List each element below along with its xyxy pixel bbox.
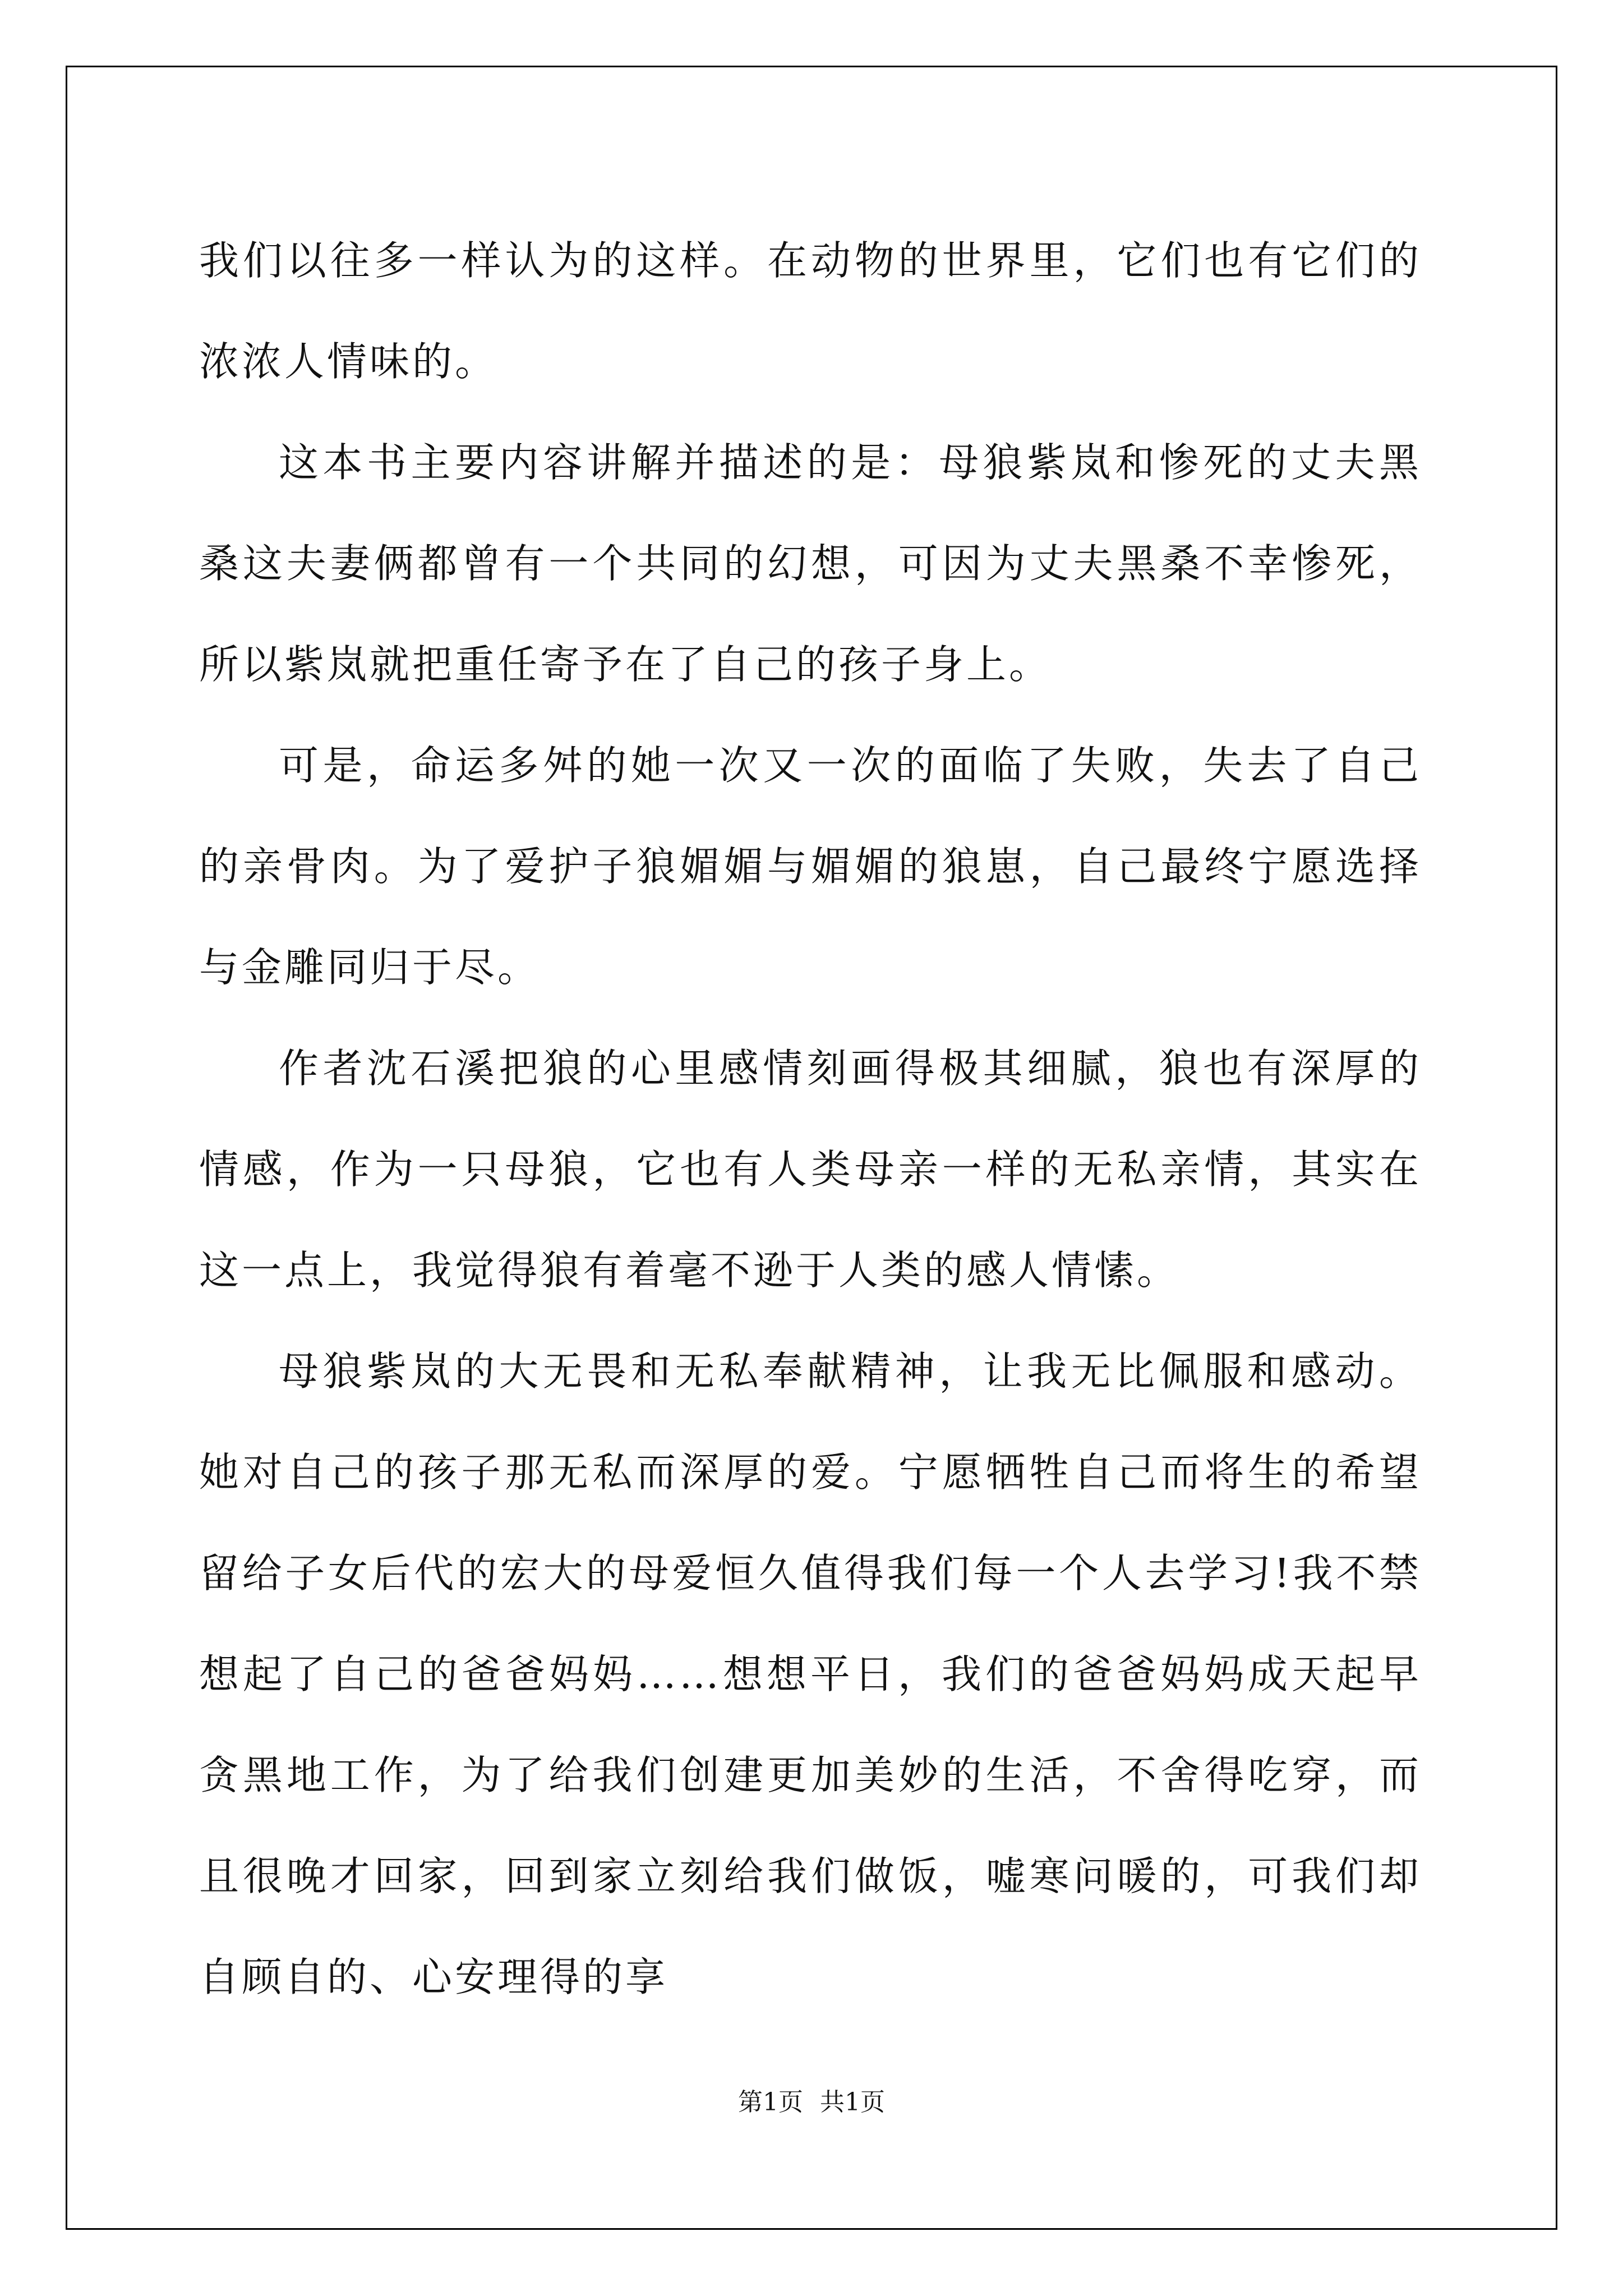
document-body — [199, 210, 1422, 2028]
page-footer — [0, 2082, 1623, 2118]
paragraph-3: 可是，命运多舛的她一次又一次的面临了失败，失去了自己的亲骨肉。为了爱护子狼媚媚与媚媚的狼崽，自己最终宁愿选择与金雕同归于尽。 — [199, 742, 1422, 991]
page-number-total: 共1页 — [820, 2088, 885, 2116]
paragraph-4: 作者沈石溪把狼的心里感情刻画得极其细腻，狼也有深厚的情感，作为一只母狼，它也有人类母亲一样的无私亲情，其实在这一点上，我觉得狼有着毫不逊于人类的感人情愫。 — [199, 1045, 1422, 1294]
paragraph-5: 母狼紫岚的大无畏和无私奉献精神，让我无比佩服和感动。她对自己的孩子那无私而深厚的爱。宁愿牺牲自己而将生的希望留给子女后代的宏大的母爱恒久值得我们每一个人去学习!我不禁想起了自己的爸爸妈妈……想想平日，我们的爸爸妈妈成天起早贪黑地工作，为了给我们创建更加美妙的生活，不舍得吃穿，而且很晚才回家，回到家立刻给我们做饭，嘘寒问暖的，可我们却自顾自的、心安理得的享 — [199, 1348, 1422, 2000]
paragraph-2: 这本书主要内容讲解并描述的是：母狼紫岚和惨死的丈夫黑桑这夫妻俩都曾有一个共同的幻想，可因为丈夫黑桑不幸惨死，所以紫岚就把重任寄予在了自己的孩子身上。 — [199, 439, 1422, 688]
paragraph-1: 我们以往多一样认为的这样。在动物的世界里，它们也有它们的浓浓人情味的。 — [199, 237, 1422, 385]
page-number-current: 第1页 — [738, 2088, 803, 2116]
